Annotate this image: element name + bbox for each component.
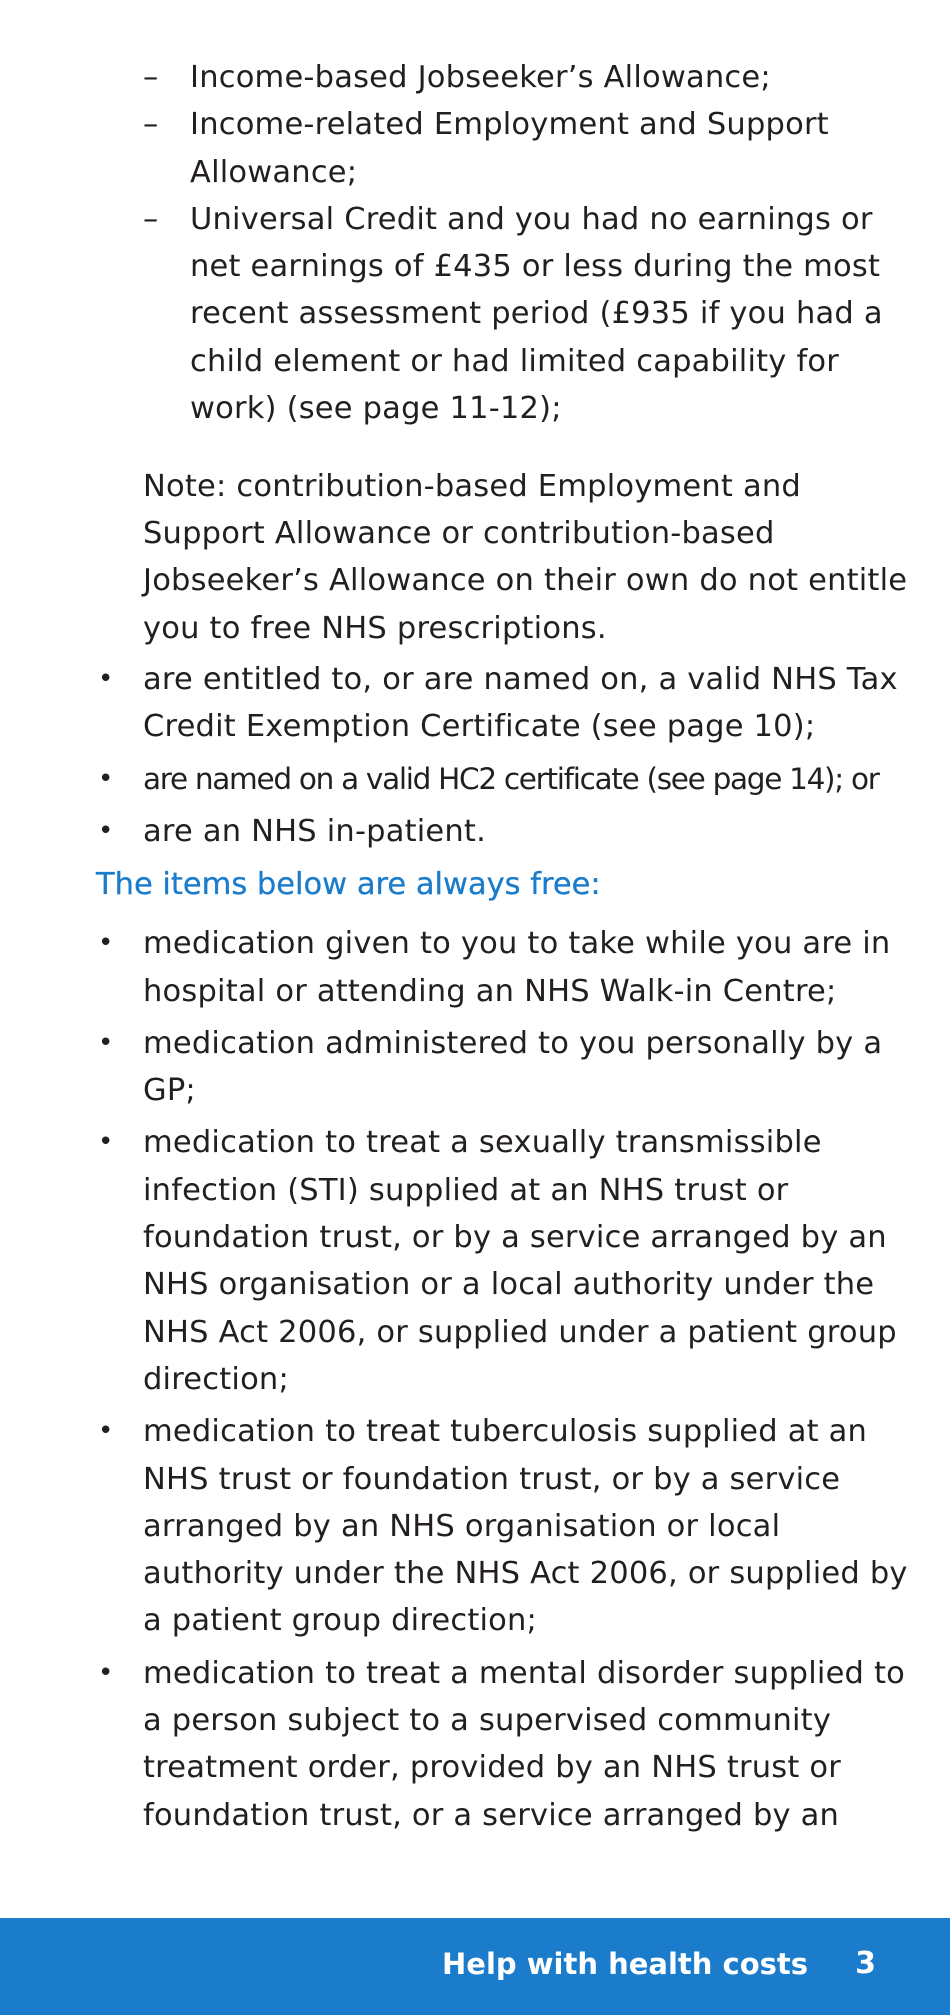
dash-marker: – [143,201,159,237]
benefit-dash-list [143,54,916,432]
dash-marker: – [143,60,159,95]
bullet-marker: • [98,1027,114,1058]
bullet-item-text: medication given to you to take while you are in hospital or attending an NHS Walk-in Centre; [143,926,891,1009]
bullet-item-text: medication to treat tuberculosis supplied at an NHS trust or foundation trust, or by a service arranged by an NHS organisation or local authority under the NHS Act 2006, or supplied by a patient group direction; [143,1414,908,1639]
bullet-marker: • [98,664,114,695]
bullet-list-item [96,920,916,1015]
dash-list-item [143,54,916,101]
bullet-item-text: are named on a valid HC2 certificate (see page 14); or [143,761,879,796]
dash-item-text: Universal Credit and you had no earnings or net earnings of £435 or less during the most recent assessment period (£935 if you had a child element or had limited capability for work) (see page 11-12); [190,201,883,427]
bullet-list-item [96,1020,916,1115]
dash-list-item [143,101,916,196]
dash-list-item [143,196,916,432]
bullet-marker: • [98,928,114,959]
bullet-list-item [96,756,916,803]
bullet-list-item [96,1650,916,1839]
exemption-bullet-list [96,656,916,855]
contribution-note: Note: contribution-based Employment and Support Allowance or contribution-based Jobseeker’s Allowance on their own do not entitle you to free NHS prescriptions. [143,468,908,646]
dash-marker: – [143,107,159,143]
bullet-list-item [96,1119,916,1403]
footer-bar [0,1918,950,2015]
free-items-list [96,920,916,1839]
section-heading: The items below are always free: [96,867,601,903]
bullet-item-text: medication to treat a sexually transmissible infection (STI) supplied at an NHS trust or foundation trust, or by a service arranged by an NHS organisation or a local authority under the NHS Act 2006, or supplied under a patient group direction; [143,1125,897,1397]
bullet-marker: • [98,815,114,846]
body-text [96,54,916,1844]
bullet-list-item [96,808,916,855]
bullet-item-text: are entitled to, or are named on, a valid NHS Tax Credit Exemption Certificate (see page 10); [143,662,898,745]
page-number: 3 [855,1946,876,1981]
footer-title: Help with health costs [442,1947,808,1981]
dash-item-text: Income-related Employment and Support Allowance; [190,107,829,190]
bullet-marker: • [98,1127,114,1158]
bullet-marker: • [98,1416,114,1447]
bullet-list-item [96,656,916,751]
bullet-item-text: medication administered to you personally by a GP; [143,1025,883,1109]
dash-item-text: Income-based Jobseeker’s Allowance; [190,60,771,95]
bullet-item-text: are an NHS in-patient. [143,813,486,849]
bullet-marker: • [98,1657,114,1688]
bullet-list-item [96,1408,916,1644]
bullet-marker: • [98,763,113,794]
bullet-item-text: medication to treat a mental disorder supplied to a person subject to a supervised community treatment order, provided by an NHS trust or foundation trust, or a service arranged by an [143,1655,906,1833]
